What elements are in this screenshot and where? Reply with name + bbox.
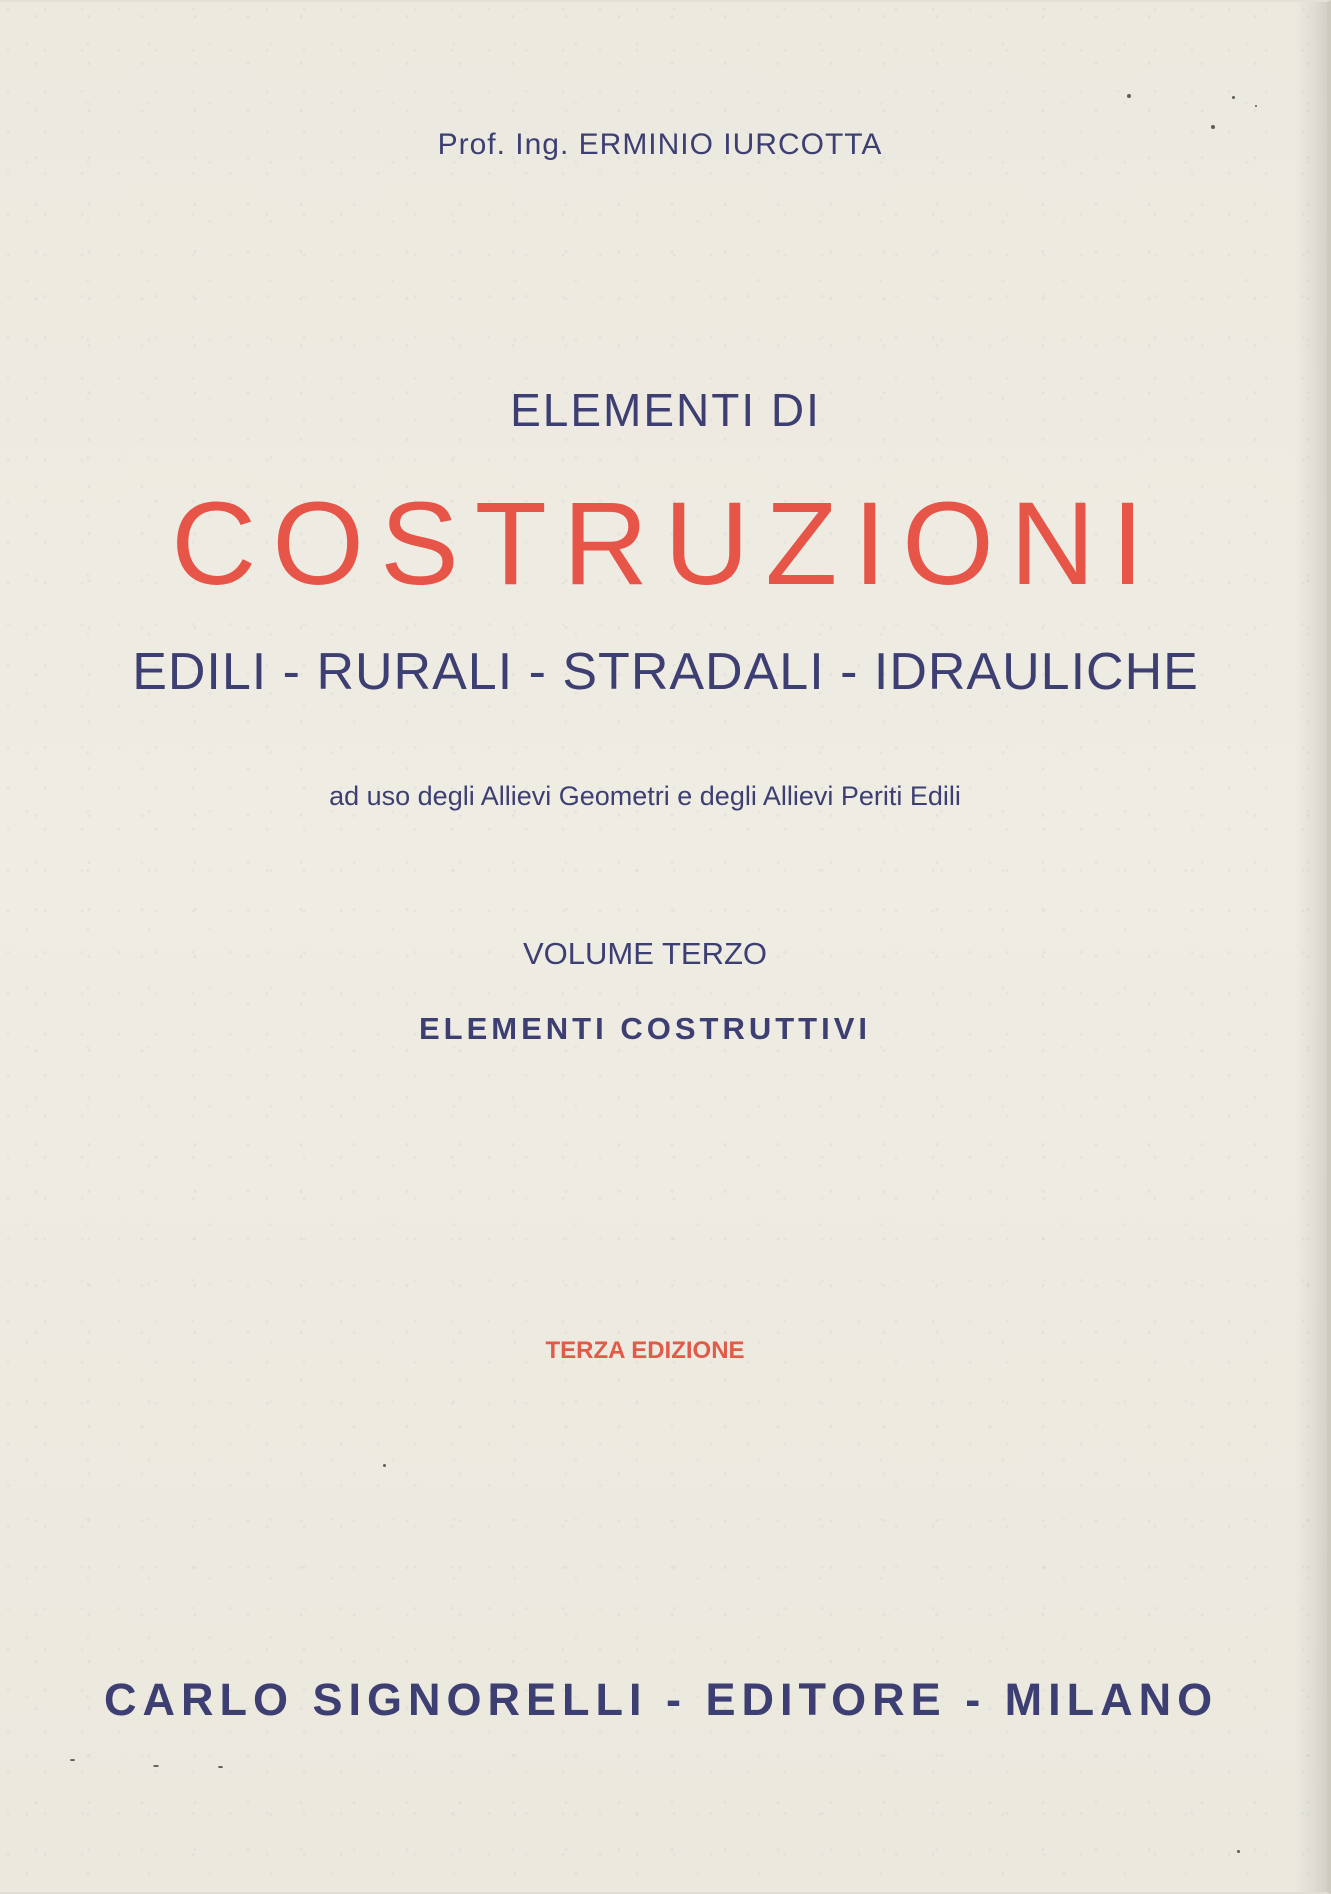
- paper-speck: [1255, 105, 1257, 107]
- paper-speck: [1237, 1850, 1240, 1853]
- subtitle: EDILI - RURALI - STRADALI - IDRAULICHE: [132, 643, 1199, 701]
- paper-speck: [70, 1759, 75, 1761]
- volume-title: ELEMENTI COSTRUTTIVI: [419, 1011, 871, 1046]
- main-title: COSTRUZIONI: [171, 478, 1160, 610]
- publisher-line: CARLO SIGNORELLI - EDITORE - MILANO: [104, 1674, 1219, 1725]
- paper-speck: [218, 1766, 223, 1768]
- volume-label: VOLUME TERZO: [522, 936, 768, 971]
- paper-speck: [1211, 125, 1215, 129]
- paper-speck: [1232, 96, 1235, 99]
- paper-speck: [1127, 94, 1131, 98]
- title-prefix: ELEMENTI DI: [510, 384, 821, 436]
- audience-line: ad uso degli Allievi Geometri e degli Allievi Periti Edili: [329, 781, 961, 811]
- paper-speck: [153, 1765, 159, 1767]
- author-line: Prof. Ing. ERMINIO IURCOTTA: [437, 128, 883, 161]
- page-edge-shadow: [1295, 2, 1327, 1892]
- edition-label: TERZA EDIZIONE: [545, 1337, 745, 1364]
- paper-speck: [383, 1464, 386, 1467]
